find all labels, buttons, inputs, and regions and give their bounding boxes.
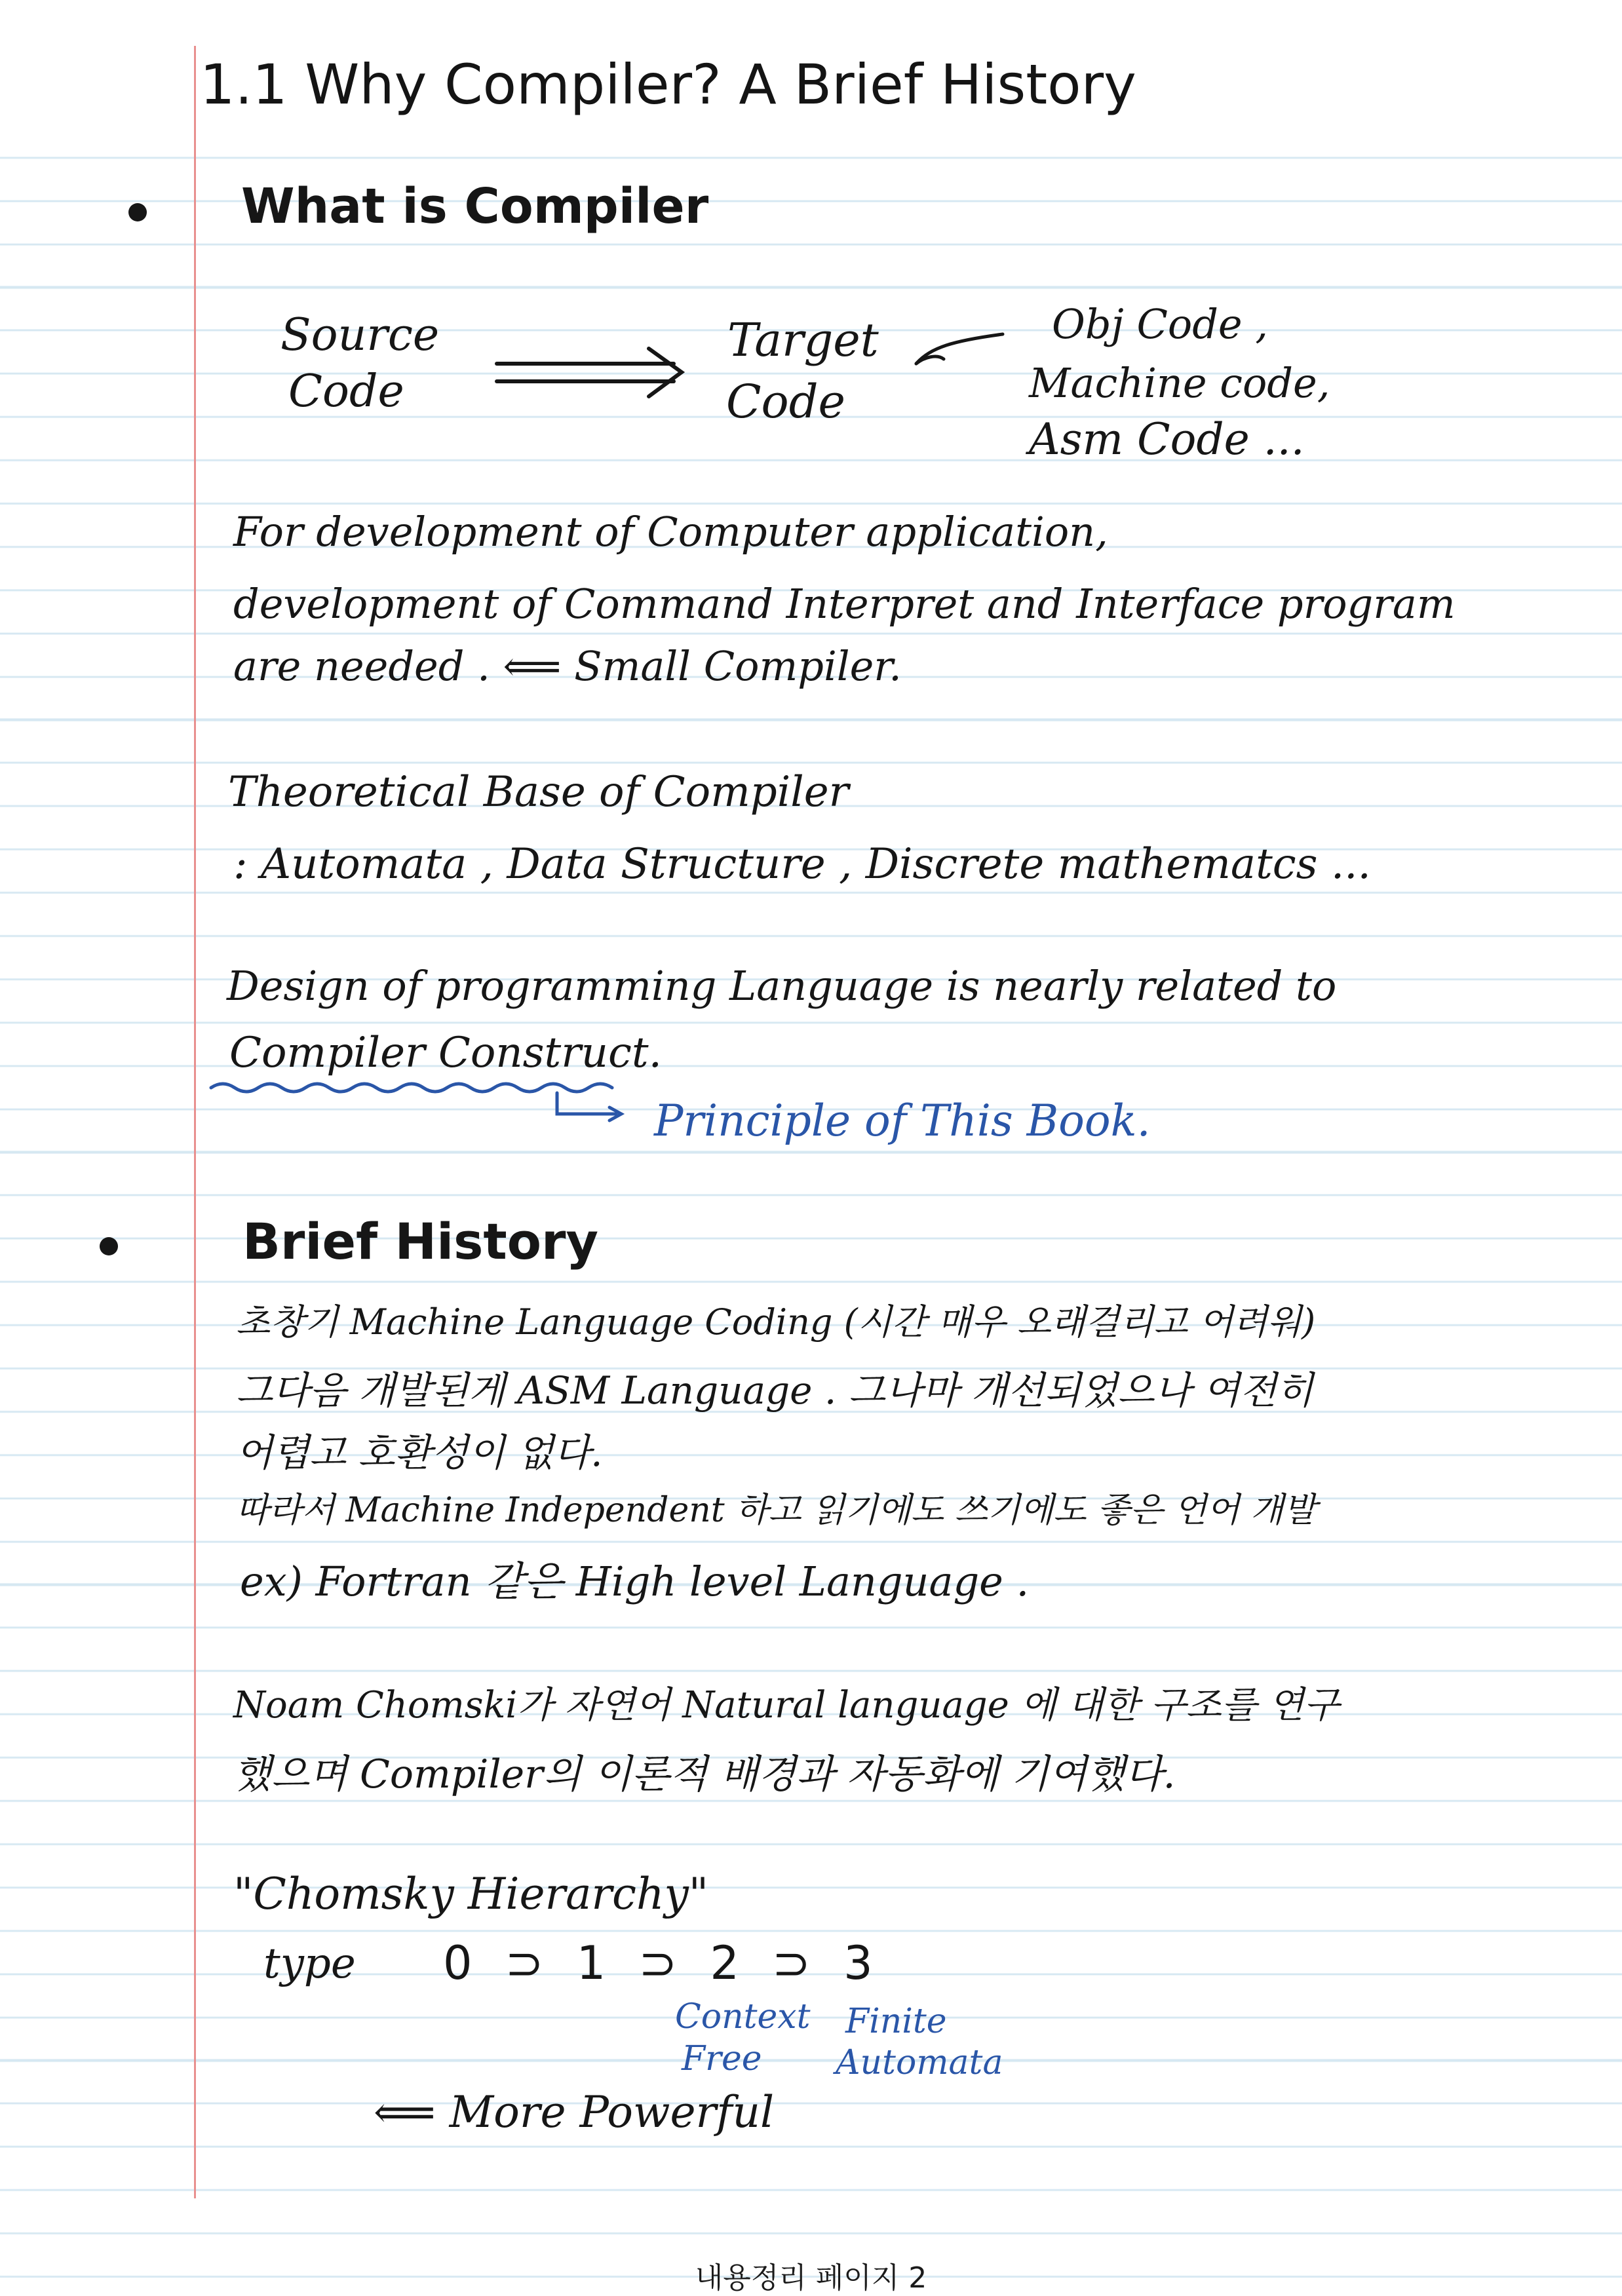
page-title: 1.1 Why Compiler? A Brief History bbox=[200, 52, 1136, 117]
more-powerful: ⟸ More Powerful bbox=[374, 2087, 775, 2137]
diagram-source-line2: Code bbox=[288, 366, 404, 417]
heading-brief-history: Brief History bbox=[242, 1212, 598, 1271]
note-context-free-line1: Context bbox=[675, 1997, 811, 2037]
diagram-source-line1: Source bbox=[280, 309, 440, 361]
diagram-types-line1: Obj Code , bbox=[1052, 300, 1269, 348]
note-finite-automata-line2: Automata bbox=[836, 2043, 1003, 2082]
double-arrow-icon bbox=[497, 349, 682, 396]
para1-line2: development of Command Interpret and Interface program bbox=[233, 580, 1456, 628]
note-context-free-line2: Free bbox=[682, 2039, 762, 2078]
hierarchy-type-label: type bbox=[263, 1940, 356, 1988]
para3-line1: Design of programming Language is nearly related to bbox=[227, 962, 1337, 1010]
para1-line3: are needed . ⟸ Small Compiler. bbox=[233, 642, 902, 690]
history-line-4: 따라서 Machine Independent 하고 읽기에도 쓰기에도 좋은 언어 개발 bbox=[236, 1491, 1317, 1530]
history-line-3: 어렵고 호환성이 없다. bbox=[236, 1430, 603, 1475]
hierarchy-title: "Chomsky Hierarchy" bbox=[233, 1869, 709, 1919]
diagram-types-line2: Machine code, bbox=[1029, 359, 1330, 407]
connector-icon bbox=[916, 334, 1003, 364]
note-finite-automata-line1: Finite bbox=[845, 2002, 947, 2041]
history-line-5: ex) Fortran 같은 High level Language . bbox=[240, 1558, 1030, 1605]
chomsky-line-2: 했으며 Compiler의 이론적 배경과 자동화에 기여했다. bbox=[233, 1751, 1176, 1797]
para1-line1: For development of Computer application, bbox=[233, 508, 1108, 556]
page-footer: 내용정리 페이지 2 bbox=[695, 2261, 927, 2295]
para3-line2: Compiler Construct. bbox=[229, 1029, 662, 1077]
hierarchy-sequence: 0 ⊃ 1 ⊃ 2 ⊃ 3 bbox=[443, 1936, 873, 1990]
para2-line2: : Automata , Data Structure , Discrete mathematcs ... bbox=[233, 840, 1371, 889]
arrow-right-icon bbox=[557, 1093, 621, 1120]
diagram-types-line3: Asm Code ... bbox=[1029, 414, 1305, 465]
history-line-1: 초창기 Machine Language Coding (시간 매우 오래걸리고 어려워) bbox=[236, 1301, 1316, 1343]
wavy-underline bbox=[211, 1084, 612, 1092]
history-line-2: 그다음 개발된게 ASM Language . 그나마 개선되었으나 여전히 bbox=[236, 1368, 1313, 1413]
para2-line1: Theoretical Base of Compiler bbox=[228, 768, 849, 816]
para3-note: Principle of This Book. bbox=[654, 1096, 1151, 1146]
diagram-target-line2: Code bbox=[726, 375, 845, 429]
diagram-target-line1: Target bbox=[727, 313, 879, 367]
chomsky-line-1: Noam Chomski가 자연어 Natural language 에 대한 구조를 연구 bbox=[233, 1684, 1340, 1727]
heading-what-is-compiler: What is Compiler bbox=[241, 178, 709, 235]
